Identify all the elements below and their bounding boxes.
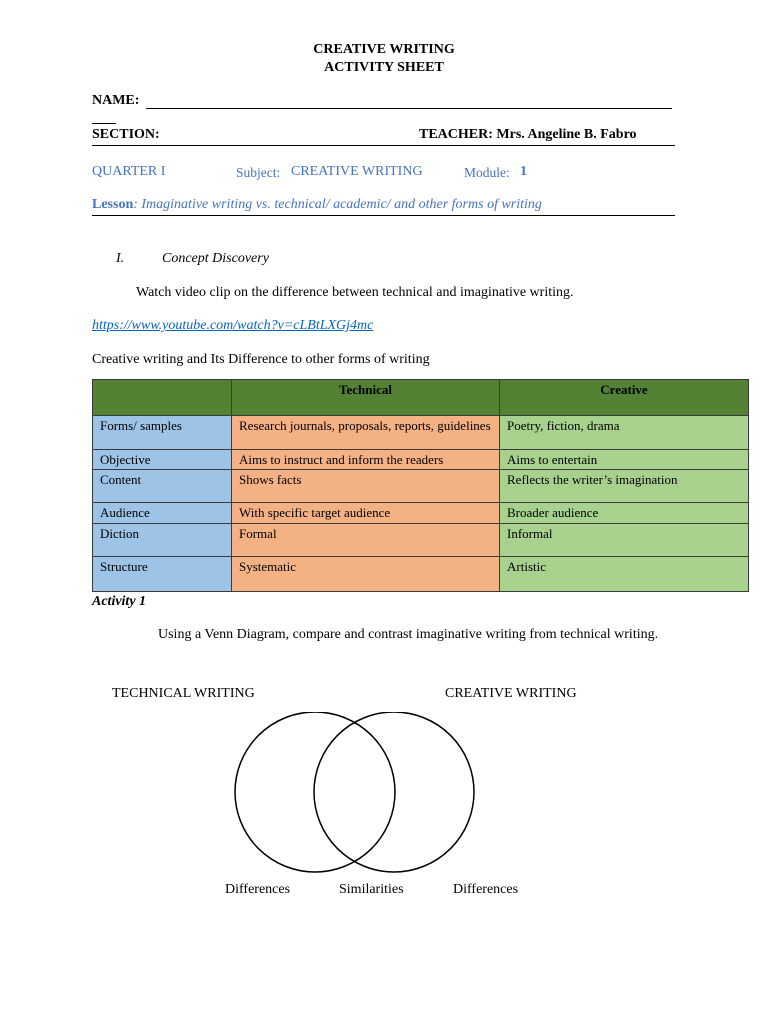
header-cell-technical: Technical: [232, 380, 500, 416]
sheet-title: CREATIVE WRITING: [313, 42, 455, 57]
table-row: [93, 557, 749, 592]
row-label: Forms/ samples: [93, 416, 232, 450]
row-label: Objective: [93, 450, 232, 470]
table-row: [93, 503, 749, 524]
row-label: Audience: [93, 503, 232, 524]
technical-cell: Shows facts: [232, 470, 500, 503]
table-row: [93, 524, 749, 557]
row-label: Structure: [93, 557, 232, 592]
table-row: [93, 470, 749, 503]
table-caption: Creative writing and Its Difference to other forms of writing: [92, 352, 430, 367]
lesson-line: [92, 197, 542, 213]
teacher-label: TEACHER: Mrs. Angeline B. Fabro: [419, 127, 637, 142]
lesson-value: : Imaginative writing vs. technical/ academic/ and other forms of writing: [133, 197, 542, 212]
youtube-link[interactable]: https://www.youtube.com/watch?v=cLBtLXGj4mc: [92, 318, 374, 333]
creative-cell: Poetry, fiction, drama: [500, 416, 749, 450]
venn-left-circle: [235, 712, 395, 872]
creative-cell: Informal: [500, 524, 749, 557]
creative-cell: Aims to entertain: [500, 450, 749, 470]
name-label: NAME:: [92, 93, 140, 108]
venn-similarities: Similarities: [339, 882, 404, 897]
name-line-continued: [92, 123, 116, 124]
creative-cell: Artistic: [500, 557, 749, 592]
technical-cell: Formal: [232, 524, 500, 557]
activity-instruction: Using a Venn Diagram, compare and contrast imaginative writing from technical writing.: [158, 627, 659, 642]
module-label: Module:: [464, 165, 510, 180]
lesson-rule: [92, 215, 675, 216]
quarter-label: QUARTER I: [92, 164, 166, 179]
technical-cell: Aims to instruct and inform the readers: [232, 450, 500, 470]
comparison-table: [92, 379, 749, 592]
technical-cell: With specific target audience: [232, 503, 500, 524]
technical-cell: Research journals, proposals, reports, guidelines: [232, 416, 500, 450]
name-line: [146, 108, 672, 109]
subject-value: CREATIVE WRITING: [291, 164, 423, 179]
section-heading: Concept Discovery: [162, 251, 269, 266]
venn-diagram: [217, 712, 492, 878]
venn-right-circle: [314, 712, 474, 872]
venn-left-differences: Differences: [225, 882, 291, 897]
row-label: Diction: [93, 524, 232, 557]
creative-cell: Reflects the writer’s imagination: [500, 470, 749, 503]
module-value: 1: [520, 164, 527, 179]
activity-title: Activity 1: [92, 594, 147, 609]
row-label: Content: [93, 470, 232, 503]
section-numeral: I.: [116, 251, 125, 266]
venn-diagram-svg: [217, 712, 492, 878]
table-header-row: [93, 380, 749, 416]
table-row: [93, 416, 749, 450]
venn-right-differences: Differences: [453, 882, 519, 897]
section-rule: [92, 145, 675, 146]
sheet-subtitle: ACTIVITY SHEET: [324, 60, 444, 75]
video-instruction: Watch video clip on the difference between technical and imaginative writing.: [136, 285, 574, 300]
subject-label: Subject:: [236, 165, 281, 180]
creative-cell: Broader audience: [500, 503, 749, 524]
lesson-label: Lesson: [92, 197, 134, 212]
table-row: [93, 450, 749, 470]
venn-right-title: CREATIVE WRITING: [445, 686, 577, 701]
technical-cell: Systematic: [232, 557, 500, 592]
venn-left-title: TECHNICAL WRITING: [112, 686, 255, 701]
section-label: SECTION:: [92, 127, 160, 142]
header-cell-creative: Creative: [500, 380, 749, 416]
header-cell-blank: [93, 380, 232, 416]
